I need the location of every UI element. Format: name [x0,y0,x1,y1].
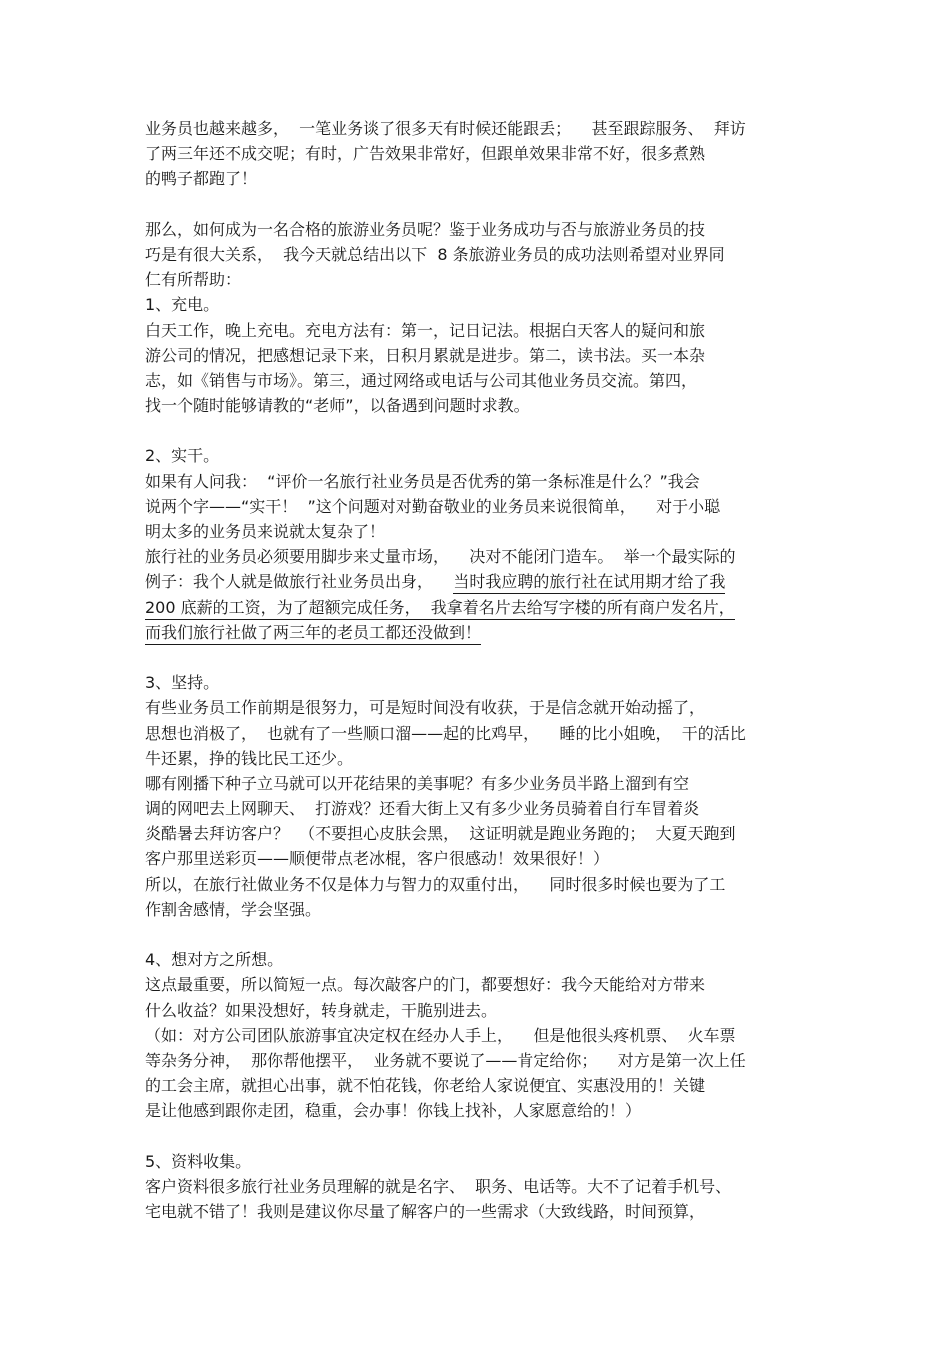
text-line: 什么收益？如果没想好，转身就走，干脆别进去。 [145,1000,498,1020]
text-segment: 例子：我个人就是做旅行社业务员出身， [145,572,454,592]
text-line: 游公司的情况，把感想记录下来，日积月累就是进步。第二，读书法。买一本杂 [145,345,706,365]
text-line: 的鸭子都跑了！ [145,169,258,189]
text-line: 这点最重要，所以简短一点。每次敲客户的门，都要想好：我今天能给对方带来 [145,975,706,995]
section-heading: 4、想对方之所想。 [145,950,284,970]
text-line: 如果有人问我： “评价一名旅行社业务员是否优秀的第一条标准是什么？”我会 [145,471,700,491]
preface-paragraph [145,217,815,293]
intro-paragraph [145,116,815,192]
text-line [145,595,815,620]
text-line: 白天工作，晚上充电。充电方法有：第一，记日记法。根据白天客人的疑问和旅 [145,320,706,340]
paragraph-spacer [145,922,815,947]
text-line: 说两个字——“实干！ ”这个问题对对勤奋敬业的业务员来说很简单， 对于小聪 [145,496,721,516]
underlined-text: 200 底薪的工资，为了超额完成任务， 我拿着名片去给写字楼的所有商户发名片， [145,597,735,620]
section-heading: 1、充电。 [145,295,220,315]
text-line: 了两三年还不成交呢；有时，广告效果非常好，但跟单效果非常不好，很多煮熟 [145,144,706,164]
paragraph-spacer [145,192,815,217]
paragraph-spacer [145,1124,815,1149]
text-line: 作割舍感情，学会坚强。 [145,899,322,919]
text-line: 客户资料很多旅行社业务员理解的就是名字、 职务、电话等。大不了记着手机号、 [145,1176,732,1196]
text-line: 调的网吧去上网聊天、 打游戏？还看大街上又有多少业务员骑着自行车冒着炎 [145,799,700,819]
section-persistence [145,670,815,922]
text-line: 仁有所帮助： [145,270,242,290]
text-line: 志，如《销售与市场》。第三，通过网络或电话与公司其他业务员交流。第四， [145,370,698,390]
text-line: 等杂务分神， 那你帮他摆平， 业务就不要说了——肯定给你； 对方是第一次上任 [145,1050,746,1070]
text-line: 有些业务员工作前期是很努力，可是短时间没有收获，于是信念就开始动摇了， [145,698,706,718]
paragraph-spacer [145,645,815,670]
section-empathy [145,947,815,1123]
text-line: 炎酷暑去拜访客户？ （不要担心皮肤会黑， 这证明就是跑业务跑的； 大夏天跑到 [145,824,736,844]
section-recharge [145,292,815,418]
text-line: 那么，如何成为一名合格的旅游业务员呢？鉴于业务成功与否与旅游业务员的技 [145,219,706,239]
underlined-text: 而我们旅行社做了两三年的老员工都还没做到！ [145,622,481,645]
text-line: 业务员也越来越多， 一笔业务谈了很多天有时候还能跟丢； 甚至跟踪服务、 拜访 [145,119,746,138]
text-line: 旅行社的业务员必须要用脚步来丈量市场， 决对不能闭门造车。 举一个最实际的 [145,547,736,567]
text-line: 所以，在旅行社做业务不仅是体力与智力的双重付出， 同时很多时候也要为了工 [145,874,726,894]
text-line [145,620,815,645]
section-heading: 3、坚持。 [145,673,220,693]
text-line: 是让他感到跟你走团，稳重，会办事！你钱上找补，人家愿意给的！） [145,1101,642,1121]
section-heading: 2、实干。 [145,446,220,466]
section-hard-work [145,443,815,645]
text-line: 牛还累，挣的钱比民工还少。 [145,748,354,768]
underlined-text: 当时我应聘的旅行社在试用期才给了我 [453,571,725,594]
text-line: 的工会主席，就担心出事，就不怕花钱，你老给人家说便宜、实惠没用的！关键 [145,1076,706,1096]
text-line: 客户那里送彩页——顺便带点老冰棍，客户很感动！效果很好！） [145,849,610,869]
section-heading: 5、资料收集。 [145,1151,252,1171]
paragraph-spacer [145,418,815,443]
document-body [145,116,815,1224]
text-line: （如：对方公司团队旅游事宜决定权在经办人手上， 但是他很头疼机票、 火车票 [145,1025,736,1045]
section-data-collection [145,1149,815,1225]
text-line: 哪有刚播下种子立马就可以开花结果的美事呢？有多少业务员半路上溜到有空 [145,773,690,793]
text-line: 找一个随时能够请教的“老师”，以备遇到问题时求教。 [145,396,530,416]
text-line: 明太多的业务员来说就太复杂了！ [145,522,386,541]
text-line: 思想也消极了， 也就有了一些顺口溜——起的比鸡早， 睡的比小姐晚， 干的活比 [145,723,746,743]
text-line: 巧是有很大关系， 我今天就总结出以下 8 条旅游业务员的成功法则希望对业界同 [145,244,725,264]
text-line [145,569,815,594]
text-line: 宅电就不错了！我则是建议你尽量了解客户的一些需求（大致线路，时间预算， [145,1202,706,1222]
